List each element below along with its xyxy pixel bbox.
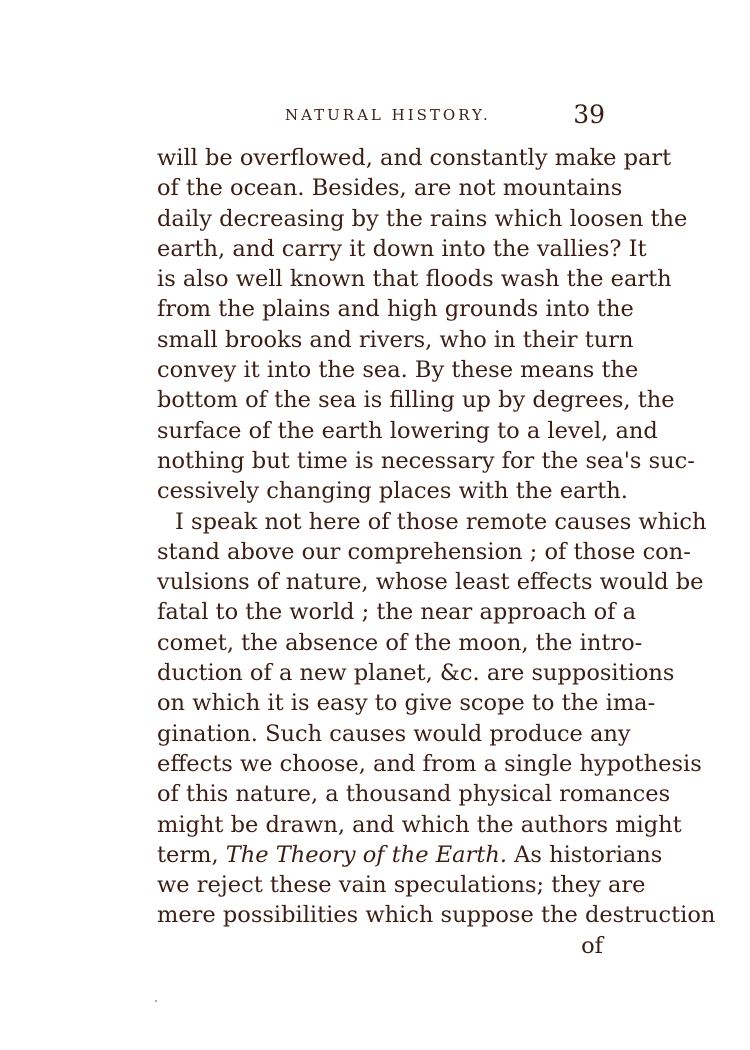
text-line: daily decreasing by the rains which loosen the (157, 205, 688, 232)
text-line: of the ocean. Besides, are not mountains (157, 175, 623, 202)
body-text (157, 143, 716, 961)
text-line: might be drawn, and which the authors might (157, 811, 682, 838)
text-line: effects we choose, and from a single hypothesis (157, 750, 702, 777)
running-title: NATURAL HISTORY. (285, 106, 491, 124)
text-line: is also well known that floods wash the earth (157, 266, 672, 293)
text-line: convey it into the sea. By these means the (157, 357, 639, 384)
text-line (157, 840, 663, 870)
text-line: earth, and carry it down into the vallies? It (157, 235, 647, 262)
text-line: I speak not here of those remote causes which (175, 508, 707, 535)
text-line: will be overflowed, and constantly make part (157, 145, 672, 171)
text-line: on which it is easy to give scope to the ima- (157, 690, 656, 717)
book-title-italic: The Theory of the Earth. (225, 841, 508, 868)
text-line: of this nature, a thousand physical romances (157, 781, 671, 808)
text-line: from the plains and high grounds into the (157, 296, 634, 323)
text-line: cessively changing places with the earth. (157, 478, 628, 505)
text-line: surface of the earth lowering to a level, and (157, 417, 658, 444)
text-line: small brooks and rivers, who in their turn (157, 326, 634, 353)
text-line: bottom of the sea is filling up by degrees, the (157, 387, 675, 414)
text-line: we reject these vain speculations; they are (157, 872, 646, 899)
catchword: of (581, 932, 603, 959)
text-line: fatal to the world ; the near approach of a (157, 599, 637, 626)
paper-speck (155, 1000, 157, 1002)
running-head (155, 100, 605, 136)
text-line: duction of a new planet, &c. are suppositions (157, 660, 675, 687)
text-fragment: As historians (507, 841, 663, 868)
text-line: nothing but time is necessary for the sea's suc- (157, 447, 695, 474)
text-line: mere possibilities which suppose the destruction (157, 902, 716, 929)
text-line: comet, the absence of the moon, the intro- (157, 629, 643, 656)
text-line: gination. Such causes would produce any (157, 720, 631, 747)
page-number: 39 (573, 100, 605, 129)
text-line: vulsions of nature, whose least effects would be (157, 569, 704, 596)
text-line: stand above our comprehension ; of those con- (157, 538, 691, 565)
text-fragment: term, (157, 841, 226, 868)
